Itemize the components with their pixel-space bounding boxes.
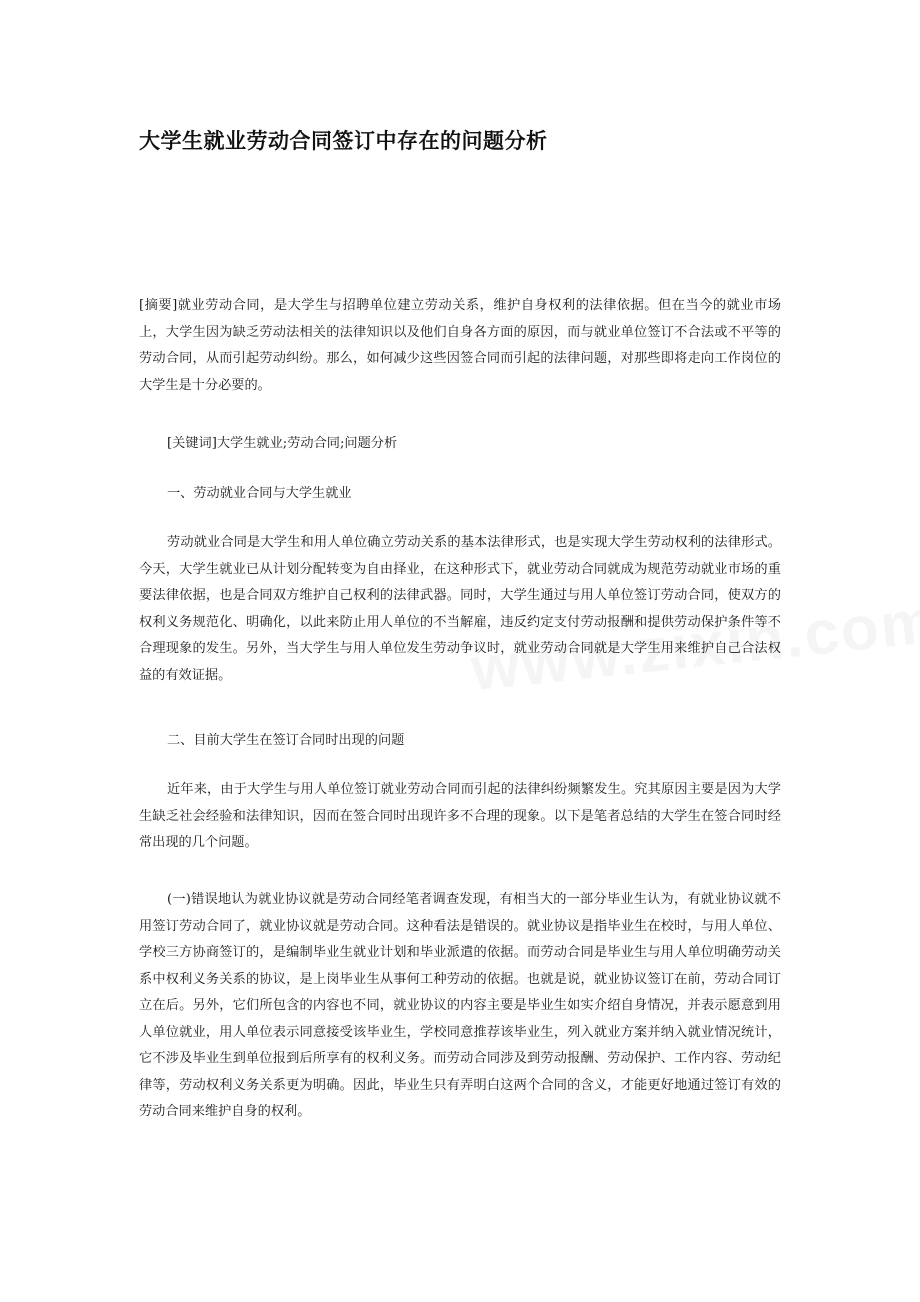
section-1-paragraph: 劳动就业合同是大学生和用人单位确立劳动关系的基本法律形式，也是实现大学生劳动权利的法律形式。今天，大学生就业已从计划分配转变为自由择业，在这种形式下，就业劳动合同就成为规范劳动就业市场的重要法律依据，也是合同双方维护自己权利的法律武器。同时，大学生通过与用人单位签订劳动合同，使双方的权利义务规范化、明确化，以此来防止用人单位的不当解雇，违反约定支付劳动报酬和提供劳动保护条件等不合理现象的发生。另外，当大学生与用人单位发生劳动争议时，就业劳动合同就是大学生用来维护自己合法权益的有效证据。 [139,535,781,683]
section-2-paragraph: 近年来，由于大学生与用人单位签订就业劳动合同而引起的法律纠纷频繁发生。究其原因主要是因为大学生缺乏社会经验和法律知识，因而在签合同时出现许多不合理的现象。以下是笔者总结的大学生在签合同时经常出现的几个问题。 [139,782,781,850]
point-1-paragraph: (一)错误地认为就业协议就是劳动合同经笔者调查发现，有相当大的一部分毕业生认为，有就业协议就不用签订劳动合同了，就业协议就是劳动合同。这种看法是错误的。就业协议是指毕业生在校时，与用人单位、学校三方协商签订的，是编制毕业生就业计划和毕业派遣的依据。而劳动合同是毕业生与用人单位明确劳动关系中权利义务关系的协议，是上岗毕业生从事何工种劳动的依据。也就是说，就业协议签订在前，劳动合同订立在后。另外，它们所包含的内容也不同，就业协议的内容主要是毕业生如实介绍自身情况，并表示愿意到用人单位就业，用人单位表示同意接受该毕业生，学校同意推荐该毕业生，列入就业方案并纳入就业情况统计，它不涉及毕业生到单位报到后所享有的权利义务。而劳动合同涉及到劳动报酬、劳动保护、工作内容、劳动纪律等，劳动权利义务关系更为明确。因此，毕业生只有弄明白这两个合同的含义，才能更好地通过签订有效的劳动合同来维护自身的权利。 [139,892,781,1119]
keywords-line: [关键词]大学生就业;劳动合同;问题分析 [167,436,398,451]
section-2-heading: 二、目前大学生在签订合同时出现的问题 [167,733,405,748]
abstract-paragraph: [摘要]就业劳动合同，是大学生与招聘单位建立劳动关系，维护自身权利的法律依据。但在当今的就业市场上，大学生因为缺乏劳动法相关的法律知识以及他们自身各方面的原因，而与就业单位签订不合法或不平等的劳动合同，从而引起劳动纠纷。那么，如何减少这些因签合同而引起的法律问题，对那些即将走向工作岗位的大学生是十分必要的。 [139,298,781,393]
document-title: 大学生就业劳动合同签订中存在的问题分析 [139,129,548,153]
section-1-heading: 一、劳动就业合同与大学生就业 [167,486,352,501]
